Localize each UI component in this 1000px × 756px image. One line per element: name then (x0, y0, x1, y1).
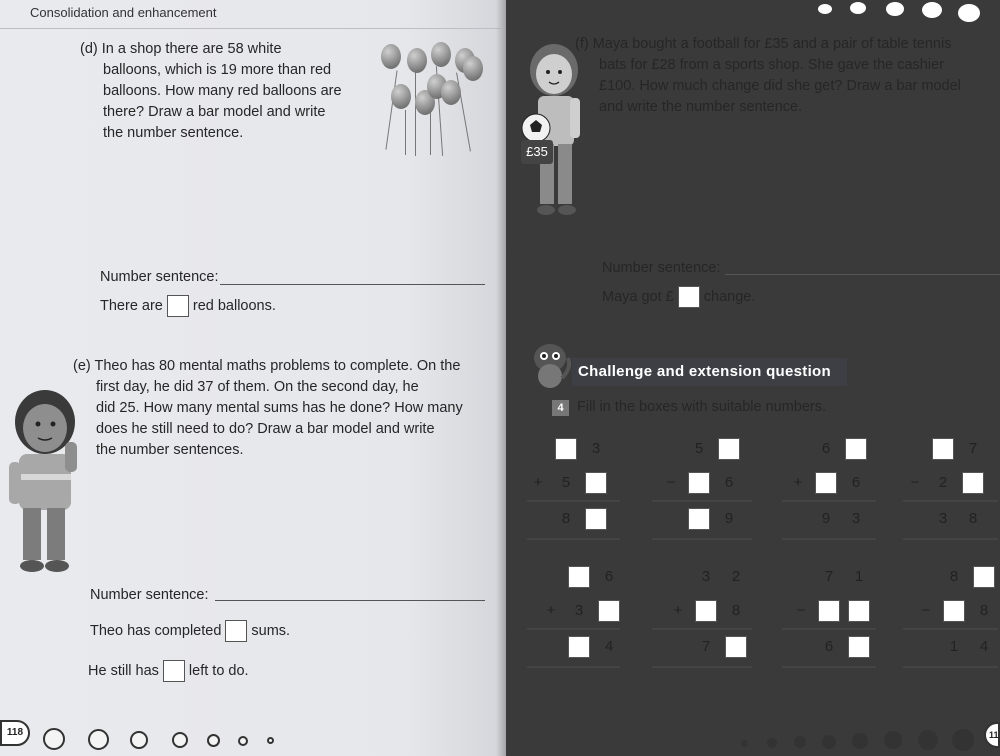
digit-box[interactable] (688, 508, 710, 530)
progress-dot (952, 729, 974, 751)
digit: 2 (938, 474, 948, 491)
question-d-line: (d) In a shop there are 58 white (80, 41, 282, 57)
number-sentence-f (602, 258, 720, 279)
digit: 9 (724, 510, 734, 527)
progress-circle (130, 731, 148, 749)
number-sentence-d-line[interactable] (220, 284, 485, 285)
progress-circle (43, 728, 65, 750)
operator-sign: − (921, 602, 931, 619)
digit: 3 (591, 440, 601, 457)
operator-sign: − (910, 474, 920, 491)
completed-pre: Theo has completed (90, 622, 222, 639)
progress-dot (741, 740, 748, 747)
answer-f-post: change. (703, 288, 756, 305)
challenge-banner: Challenge and extension question (572, 358, 847, 386)
page-number-right: 11 (984, 722, 1000, 748)
challenge-instruction: Fill in the boxes with suitable numbers. (577, 399, 827, 415)
answer-e-completed (90, 620, 290, 642)
progress-circle (88, 729, 109, 750)
number-sentence-label: Number sentence: (100, 269, 219, 285)
completed-box[interactable] (225, 620, 247, 642)
digit: 6 (604, 568, 614, 585)
digit: 5 (561, 474, 571, 491)
answer-f (602, 286, 755, 308)
operator-sign: − (666, 474, 676, 491)
top-dot (818, 4, 832, 14)
digit: 3 (938, 510, 948, 527)
question-f-line: and write the number sentence. (599, 99, 803, 115)
number-sentence-label: Number sentence: (602, 260, 721, 276)
left-box[interactable] (163, 660, 185, 682)
number-sentence-label: Number sentence: (90, 587, 209, 603)
sum-rule-line (527, 538, 620, 540)
completed-post: sums. (251, 622, 291, 639)
digit-box[interactable] (568, 566, 590, 588)
sum-rule-line (652, 666, 752, 668)
digit: 6 (724, 474, 734, 491)
progress-dot (822, 735, 836, 749)
sum-rule-line (903, 666, 998, 668)
sum-rule-line (903, 500, 998, 502)
progress-circle (172, 732, 188, 748)
question-d-line: there? Draw a bar model and write (103, 104, 326, 120)
answer-e-left (88, 660, 249, 682)
digit-box[interactable] (568, 636, 590, 658)
question-e-line: does he still need to do? Draw a bar model and write (96, 421, 435, 437)
digit-box[interactable] (585, 508, 607, 530)
digit-box[interactable] (725, 636, 747, 658)
digit-box[interactable] (688, 472, 710, 494)
digit-box[interactable] (598, 600, 620, 622)
digit: 6 (821, 440, 831, 457)
question-e-line: first day, he did 37 of them. On the second day, he (96, 379, 419, 395)
operator-sign: + (533, 474, 543, 491)
digit: 9 (821, 510, 831, 527)
digit-box[interactable] (818, 600, 840, 622)
question-d-line: the number sentence. (103, 125, 244, 141)
question-number-badge: 4 (552, 400, 569, 416)
progress-circle (238, 736, 248, 746)
answer-d-post: red balloons. (192, 297, 276, 314)
progress-dot (884, 731, 902, 749)
digit: 3 (701, 568, 711, 585)
mascot-icon (526, 338, 574, 392)
operator-sign: + (673, 602, 683, 619)
digit: 5 (694, 440, 704, 457)
progress-circle (267, 737, 274, 744)
balloons-illustration (375, 38, 490, 168)
sum-rule-line (782, 666, 876, 668)
operator-sign: + (546, 602, 556, 619)
digit: 6 (851, 474, 861, 491)
top-dot (958, 4, 980, 22)
sum-rule-line (527, 500, 620, 502)
left-post: left to do. (188, 662, 249, 679)
question-f-line: (f) Maya bought a football for £35 and a pair of table tennis (575, 36, 952, 52)
digit: 3 (574, 602, 584, 619)
question-e (73, 356, 493, 461)
digit: 8 (968, 510, 978, 527)
page-number-left: 118 (0, 720, 30, 746)
digit: 7 (968, 440, 978, 457)
digit: 6 (824, 638, 834, 655)
digit-box[interactable] (932, 438, 954, 460)
progress-circle (207, 734, 220, 747)
digit: 8 (949, 568, 959, 585)
top-dot (886, 2, 904, 16)
digit-box[interactable] (695, 600, 717, 622)
question-f (575, 34, 995, 118)
price-tag: £35 (521, 140, 553, 164)
sum-rule-line (527, 628, 620, 630)
progress-dot (852, 733, 868, 749)
digit: 3 (851, 510, 861, 527)
sum-rule-line (652, 500, 752, 502)
answer-f-pre: Maya got £ (602, 288, 674, 305)
digit: 7 (824, 568, 834, 585)
number-sentence-e (90, 585, 208, 606)
digit-box[interactable] (973, 566, 995, 588)
digit-box[interactable] (845, 438, 867, 460)
answer-d-pre: There are (100, 297, 163, 314)
digit-box[interactable] (815, 472, 837, 494)
sum-rule-line (903, 628, 998, 630)
digit: 1 (854, 568, 864, 585)
digit: 8 (979, 602, 989, 619)
question-f-line: £100. How much change did she get? Draw a bar model (599, 78, 961, 94)
theo-illustration (5, 382, 85, 577)
digit: 7 (701, 638, 711, 655)
progress-dot (794, 736, 806, 748)
sum-rule-line (652, 628, 752, 630)
operator-sign: + (793, 474, 803, 491)
sum-rule-line (782, 500, 876, 502)
question-e-line: (e) Theo has 80 mental maths problems to complete. On the (73, 358, 461, 374)
progress-dot (918, 730, 938, 750)
progress-dot (767, 738, 777, 748)
digit: 2 (731, 568, 741, 585)
answer-d (100, 295, 276, 317)
digit-box[interactable] (848, 600, 870, 622)
digit-box[interactable] (718, 438, 740, 460)
sum-rule-line (652, 538, 752, 540)
digit: 4 (979, 638, 989, 655)
question-e-line: did 25. How many mental sums has he done? How many (96, 400, 463, 416)
sum-rule-line (903, 538, 998, 540)
left-pre: He still has (88, 662, 159, 679)
sum-rule-line (527, 666, 620, 668)
operator-sign: − (796, 602, 806, 619)
header-rule (0, 28, 500, 29)
digit-box[interactable] (943, 600, 965, 622)
digit-box[interactable] (555, 438, 577, 460)
digit: 8 (731, 602, 741, 619)
digit: 8 (561, 510, 571, 527)
sum-rule-line (782, 628, 876, 630)
question-d-line: balloons, which is 19 more than red (103, 62, 332, 78)
digit-box[interactable] (962, 472, 984, 494)
question-d-line: balloons. How many red balloons are (103, 83, 342, 99)
number-sentence-e-line[interactable] (215, 600, 485, 601)
question-f-line: bats for £28 from a sports shop. She gave the cashier (599, 57, 944, 73)
number-sentence-f-line[interactable] (725, 274, 1000, 275)
top-dot (850, 2, 866, 14)
header-title: Consolidation and enhancement (30, 5, 217, 20)
question-d (80, 39, 370, 144)
number-sentence-d (100, 267, 218, 288)
digit: 1 (949, 638, 959, 655)
question-e-line: the number sentences. (96, 442, 244, 458)
answer-f-box[interactable] (678, 286, 700, 308)
digit-box[interactable] (848, 636, 870, 658)
digit-box[interactable] (585, 472, 607, 494)
maya-illustration (518, 40, 588, 225)
answer-d-box[interactable] (167, 295, 189, 317)
top-dot (922, 2, 942, 18)
sum-rule-line (782, 538, 876, 540)
digit: 4 (604, 638, 614, 655)
